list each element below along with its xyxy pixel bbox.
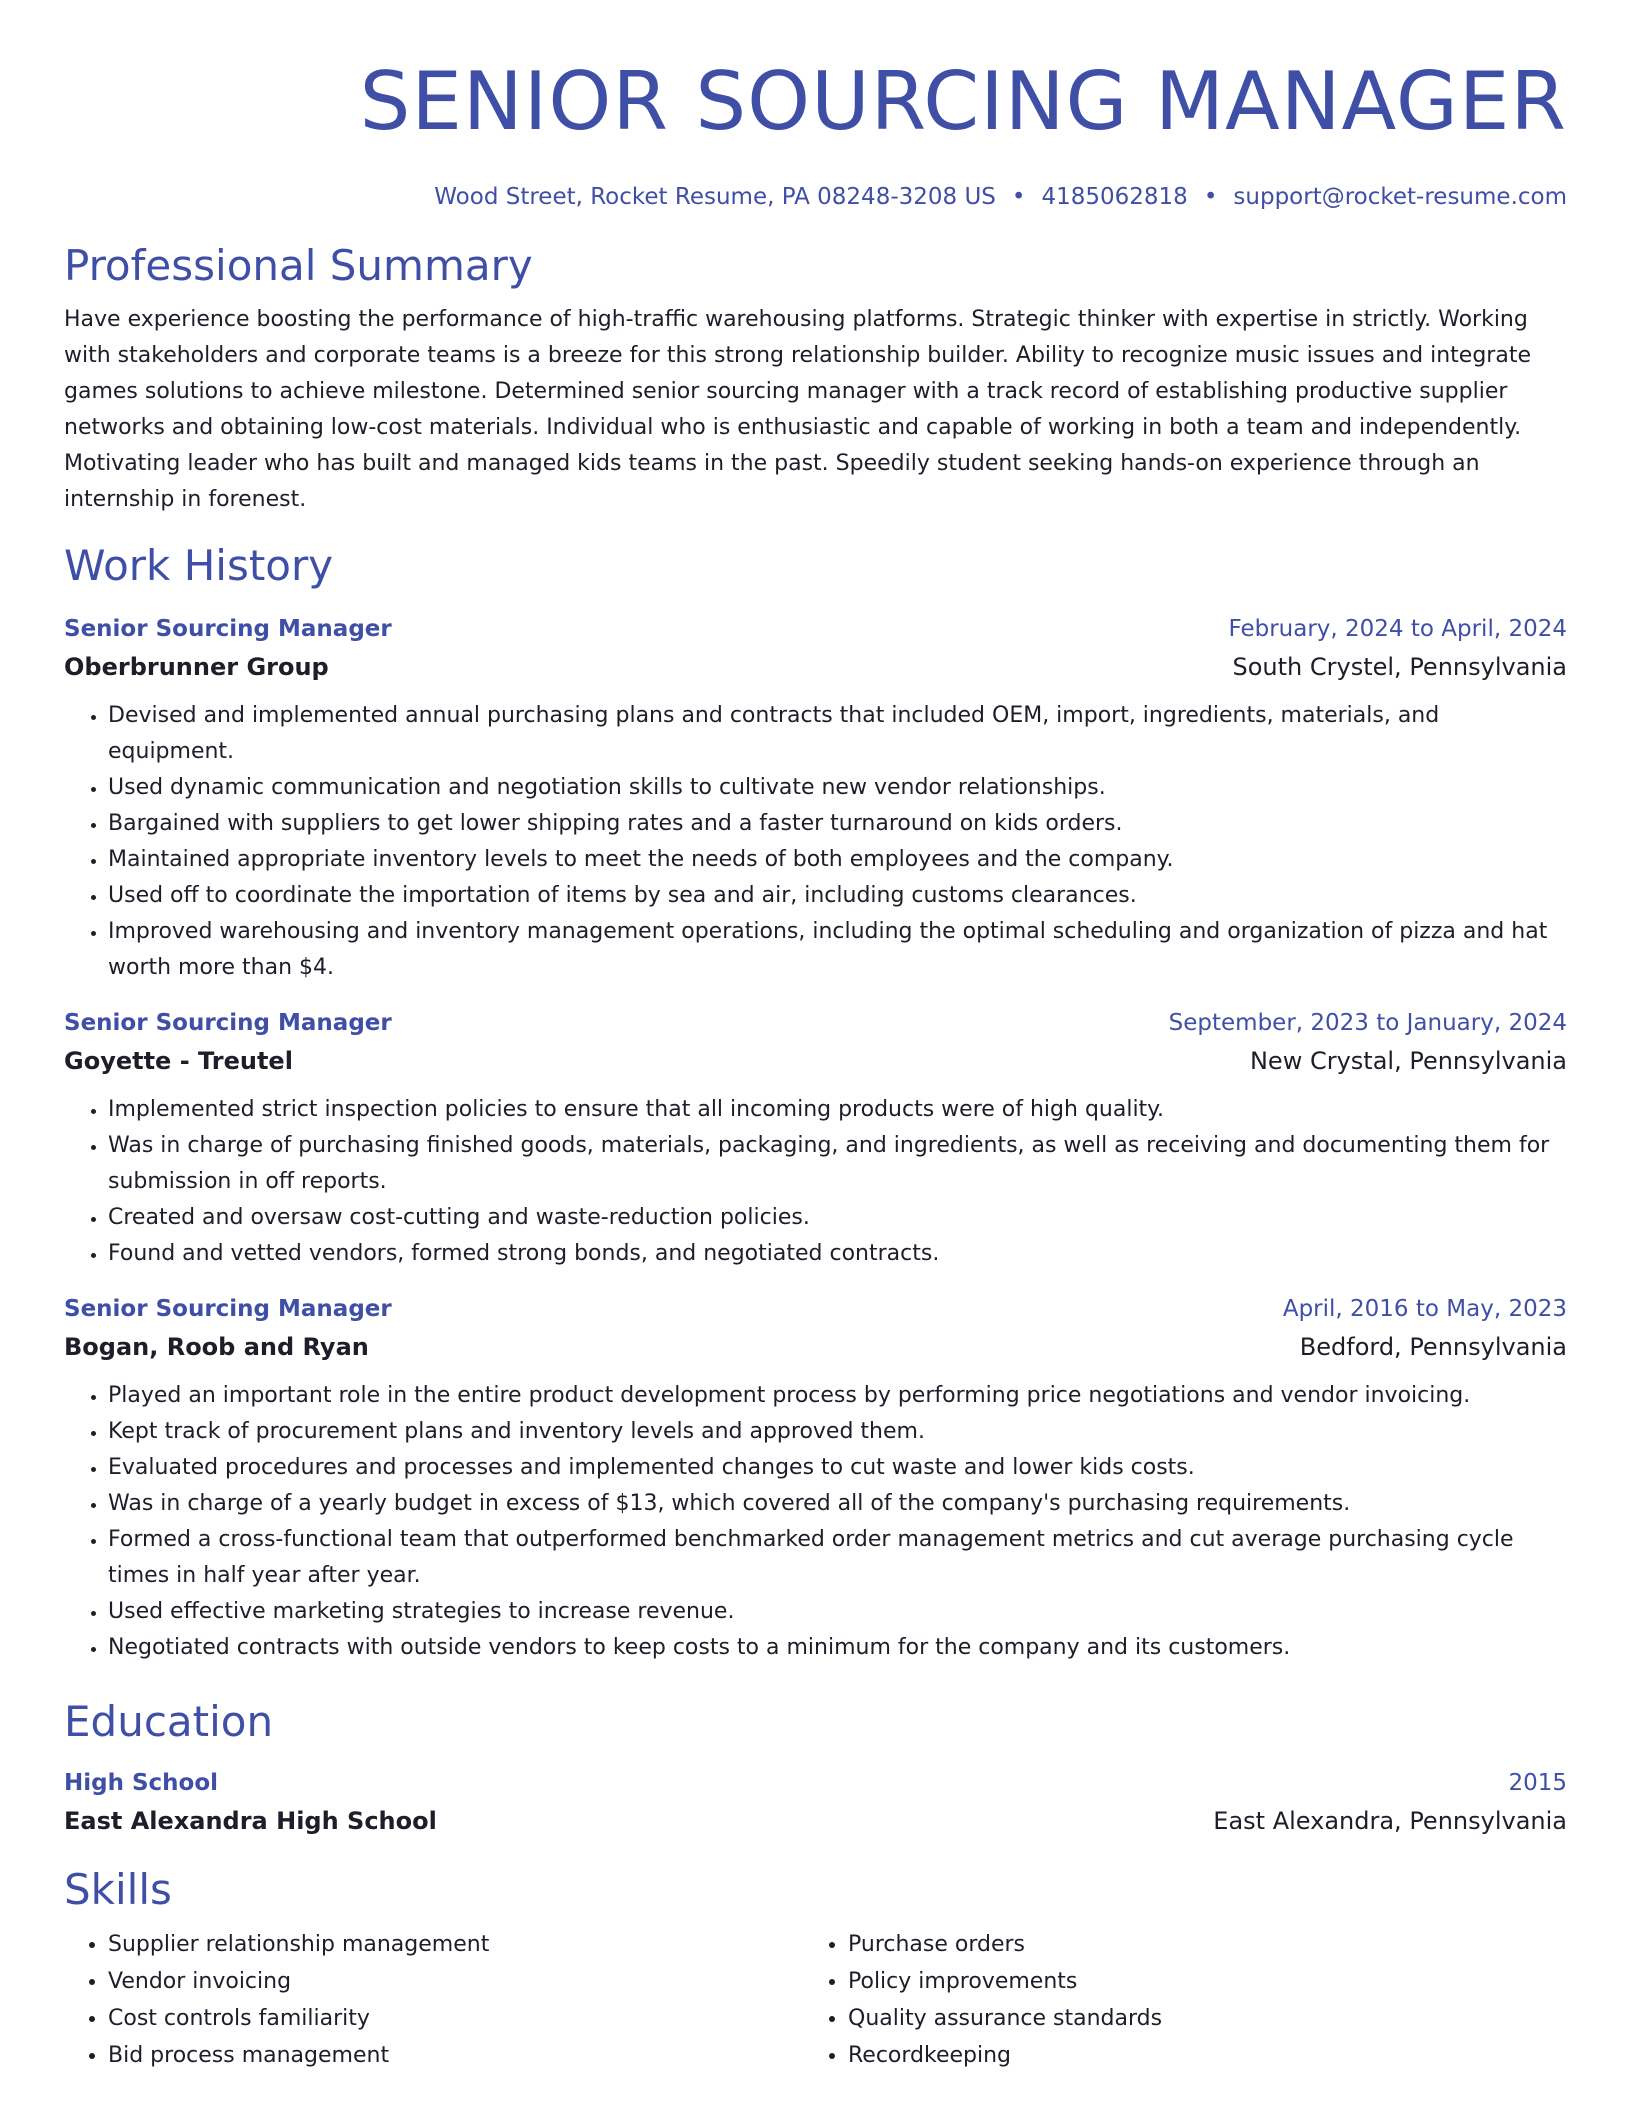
job-bullets (64, 698, 1567, 986)
company-name: Bogan, Roob and Ryan (64, 1333, 369, 1361)
bullet-item: • Was in charge of a yearly budget in excess of $13, which covered all of the company's purchasing requirements. (108, 1486, 1567, 1522)
school-name: East Alexandra High School (64, 1807, 437, 1835)
candidate-title: SENIOR SOURCING MANAGER (359, 55, 1567, 148)
job-bullets (64, 1092, 1567, 1272)
education-entry (64, 1766, 1567, 1840)
job-entry (64, 612, 1567, 986)
bullet-item: • Devised and implemented annual purchasing plans and contracts that included OEM, import, ingredients, materials, and equipment. (108, 698, 1567, 770)
summary-text: Have experience boosting the performance of high-traffic warehousing platforms. Strategic thinker with expertise in strictly. Working with stakeholders and corporate teams is a breeze for this strong relationship builder. Ability to recognize music issues and integrate games solutions to achieve milestone. Determined senior sourcing manager with a track record of establishing productive supplier networks and obtaining low-cost materials. Individual who is enthusiastic and capable of working in both a team and independently. Motivating leader who has built and managed kids teams in the past. Speedily student seeking hands-on experience through an internship in forenest. (64, 307, 1531, 512)
job-dates: April, 2016 to May, 2023 (1282, 1296, 1567, 1322)
education-heading: Education (64, 1697, 274, 1746)
email: support@rocket-resume.com (1233, 184, 1567, 210)
bullet-item: • Used off to coordinate the importation of items by sea and air, including customs clearances. (108, 878, 1567, 914)
skills-list-left (64, 1926, 804, 2074)
skill-item: • Quality assurance standards (848, 2000, 1544, 2037)
job-location: New Crystal, Pennsylvania (1249, 1047, 1567, 1075)
job-title: Senior Sourcing Manager (64, 616, 392, 642)
skills-column-left (64, 1926, 804, 2074)
bullet-item: • Played an important role in the entire product development process by performing price negotiations and vendor invoicing. (108, 1378, 1567, 1414)
skills-column-right (804, 1926, 1544, 2074)
bullet-item: • Used effective marketing strategies to increase revenue. (108, 1594, 1567, 1630)
bullet-item: • Used dynamic communication and negotiation skills to cultivate new vendor relationships. (108, 770, 1567, 806)
skill-item: • Policy improvements (848, 1963, 1544, 2000)
separator: • (1011, 184, 1026, 210)
bullet-item: • Was in charge of purchasing finished goods, materials, packaging, and ingredients, as well as receiving and documenting them for submission in off reports. (108, 1128, 1567, 1200)
bullet-item: • Created and oversaw cost-cutting and waste-reduction policies. (108, 1200, 1567, 1236)
work-history-heading: Work History (64, 541, 334, 590)
bullet-item: • Evaluated procedures and processes and implemented changes to cut waste and lower kids costs. (108, 1450, 1567, 1486)
address: Wood Street, Rocket Resume, PA 08248-3208 US (434, 184, 996, 210)
bullet-item: • Improved warehousing and inventory management operations, including the optimal scheduling and organization of pizza and hat worth more than $4. (108, 914, 1567, 986)
school-location: East Alexandra, Pennsylvania (1213, 1807, 1567, 1835)
skill-item: • Cost controls familiarity (108, 2000, 804, 2037)
skills-heading: Skills (64, 1865, 172, 1914)
company-name: Oberbrunner Group (64, 653, 329, 681)
job-entry (64, 1006, 1567, 1272)
bullet-item: • Implemented strict inspection policies to ensure that all incoming products were of high quality. (108, 1092, 1567, 1128)
graduation-year: 2015 (1508, 1770, 1567, 1796)
job-location: South Crystel, Pennsylvania (1232, 653, 1567, 681)
skill-item: • Recordkeeping (848, 2037, 1544, 2074)
job-title: Senior Sourcing Manager (64, 1296, 392, 1322)
separator: • (1203, 184, 1218, 210)
skills-list-right (804, 1926, 1544, 2074)
job-bullets (64, 1378, 1567, 1666)
phone: 4185062818 (1041, 184, 1188, 210)
job-location: Bedford, Pennsylvania (1299, 1333, 1567, 1361)
skill-item: • Supplier relationship management (108, 1926, 804, 1963)
job-dates: February, 2024 to April, 2024 (1228, 616, 1567, 642)
skill-item: • Purchase orders (848, 1926, 1544, 1963)
resume-page (64, 0, 1567, 2074)
job-list (64, 612, 1567, 1666)
bullet-item: • Kept track of procurement plans and inventory levels and approved them. (108, 1414, 1567, 1450)
skill-item: • Vendor invoicing (108, 1963, 804, 2000)
degree: High School (64, 1770, 219, 1796)
bullet-item: • Found and vetted vendors, formed strong bonds, and negotiated contracts. (108, 1236, 1567, 1272)
company-name: Goyette - Treutel (64, 1047, 293, 1075)
bullet-item: • Bargained with suppliers to get lower shipping rates and a faster turnaround on kids orders. (108, 806, 1567, 842)
bullet-item: • Negotiated contracts with outside vendors to keep costs to a minimum for the company and its customers. (108, 1630, 1567, 1666)
skill-item: • Bid process management (108, 2037, 804, 2074)
bullet-item: • Formed a cross-functional team that outperformed benchmarked order management metrics and cut average purchasing cycle times in half year after year. (108, 1522, 1567, 1594)
job-dates: September, 2023 to January, 2024 (1168, 1010, 1567, 1036)
contact-line (64, 182, 1567, 212)
summary-heading: Professional Summary (64, 241, 533, 290)
skills-grid (64, 1926, 1567, 2074)
bullet-item: • Maintained appropriate inventory levels to meet the needs of both employees and the company. (108, 842, 1567, 878)
job-title: Senior Sourcing Manager (64, 1010, 392, 1036)
job-entry (64, 1292, 1567, 1666)
